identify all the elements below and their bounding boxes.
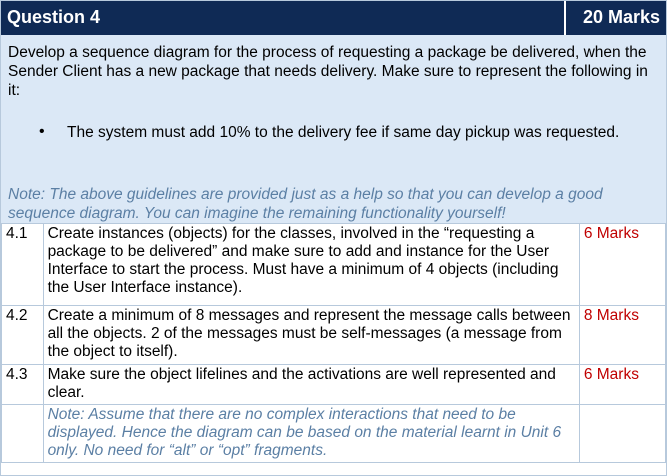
table-row [2, 306, 666, 365]
guideline-note: Note: The above guidelines are provided just as a help so that you can develop a good sequence diagram. You can imagine the remaining functionality yourself! [8, 186, 603, 222]
intro-paragraph: Develop a sequence diagram for the process of requesting a package be delivered, when the Sender Client has a new package that needs delivery. Make sure to represent the following in it: [8, 44, 648, 99]
total-marks: 20 Marks [582, 7, 660, 27]
question-header [1, 1, 666, 35]
task-number: 4.2 [2, 306, 44, 365]
table-row [2, 405, 666, 463]
task-marks: 8 Marks [579, 306, 665, 365]
empty-number-cell [2, 405, 44, 463]
task-number: 4.1 [2, 224, 44, 306]
tasks-table [1, 223, 666, 463]
task-marks: 6 Marks [579, 224, 665, 306]
bullet-item: The system must add 10% to the delivery fee if same day pickup was requested. [67, 124, 620, 141]
total-marks-cell [564, 1, 666, 35]
bullet-dot-icon: • [39, 123, 45, 140]
empty-marks-cell [579, 405, 665, 463]
question-intro [1, 35, 666, 224]
final-note: Note: Assume that there are no complex interactions that need to be displayed. Hence the diagram can be based on the material learnt in Unit 6 only. No need for “alt” or “opt” fragments. [43, 405, 579, 463]
task-marks: 6 Marks [579, 365, 665, 405]
task-description: Create a minimum of 8 messages and represent the message calls between all the objects. 2 of the messages must be self-messages (a message from the object to itself). [43, 306, 579, 365]
task-number: 4.3 [2, 365, 44, 405]
task-description: Create instances (objects) for the classes, involved in the “requesting a package to be delivered” and make sure to add and instance for the User Interface to start the process. Must have a minimum of 4 objects (including the User Interface instance). [43, 224, 579, 306]
question-title: Question 4 [7, 7, 101, 27]
table-row [2, 365, 666, 405]
table-row [2, 224, 666, 306]
task-description: Make sure the object lifelines and the activations are well represented and clear. [43, 365, 579, 405]
